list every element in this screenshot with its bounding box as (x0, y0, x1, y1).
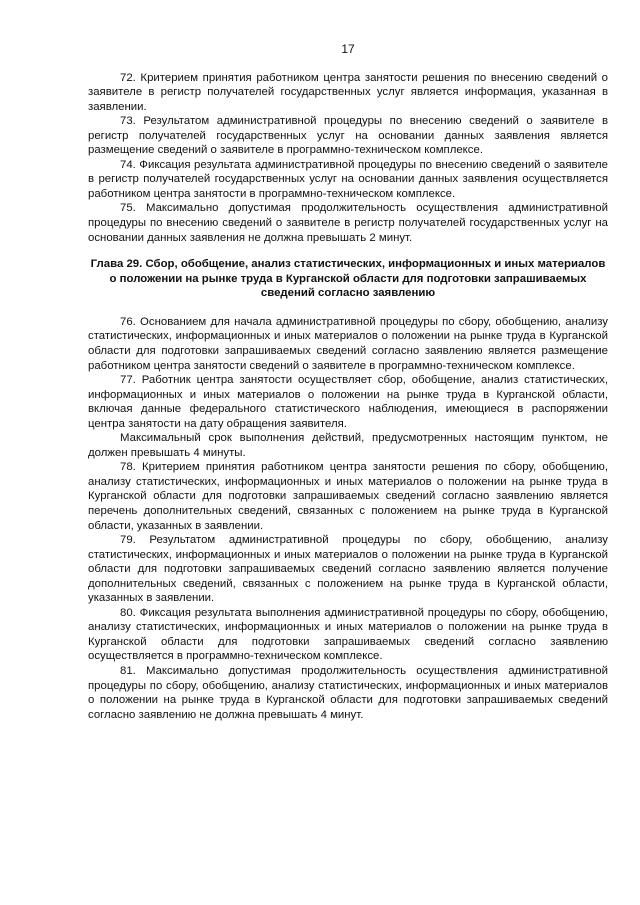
paragraph-75: 75. Максимально допустимая продолжительность осуществления административной процедуры по внесению сведений о заявителе в регистр получателей государственных услуг на основании данных заявления не должна превышать 2 минут. (88, 202, 608, 244)
paragraph-73: 73. Результатом административной процедуры по внесению сведений о заявителе в регистр получателей государственных услуг на основании данных заявления является размещение сведений о заявителе в программно-техническом комплексе. (88, 115, 608, 157)
paragraph-76: 76. Основанием для начала административной процедуры по сбору, обобщению, анализу статистических, информационных и иных материалов о положении на рынке труда в Курганской области для подготовки запрашиваемых сведений согласно заявлению является размещение работником центра занятости сведений о заявителе в программно-техническом комплексе. (88, 315, 608, 372)
chapter-heading: Глава 29. Сбор, обобщение, анализ статистических, информационных и иных материалов о положении на рынке труда в Курганской области для подготовки запрашиваемых сведений согласно заявлению (90, 258, 606, 300)
paragraph-79: 79. Результатом административной процедуры по сбору, обобщению, анализу статистических, информационных и иных материалов о положении на рынке труда в Курганской области для подготовки запрашиваемых сведений согласно заявлению является получение дополнительных сведений, связанных с положением на рынке труда в Курганской области, указанных в заявлении. (88, 534, 608, 605)
paragraph-80: 80. Фиксация результата выполнения административной процедуры по сбору, обобщению, анализу статистических, информационных и иных материалов о положении на рынке труда в Курганской области для подготовки запрашиваемых сведений согласно заявлению осуществляется в программно-техническом комплексе. (88, 606, 608, 663)
paragraph-77: 77. Работник центра занятости осуществляет сбор, обобщение, анализ статистических, информационных и иных материалов о положении на рынке труда в Курганской области, включая данные федерального статистического наблюдения, имеющиеся в распоряжении центра занятости на дату обращения заявителя. (88, 374, 608, 430)
paragraph-78: 78. Критерием принятия работником центра занятости решения по сбору, обобщению, анализу статистических, информационных и иных материалов о положении на рынке труда в Курганской области для подготовки запрашиваемых сведений согласно заявлению является перечень дополнительных сведений, связанных с положением на рынке труда в Курганской области, указанных в заявлении. (88, 461, 608, 532)
paragraph-81: 81. Максимально допустимая продолжительность осуществления административной процедуры по сбору, обобщению, анализу статистических, информационных и иных материалов о положении на рынке труда в Курганской области для подготовки запрашиваемых сведений согласно заявлению не должна превышать 4 минут. (88, 665, 608, 721)
page-number: 17 (341, 42, 355, 56)
paragraph-72: 72. Критерием принятия работником центра занятости решения по внесению сведений о заявителе в регистр получателей государственных услуг является информация, указанная в заявлении. (88, 71, 608, 113)
paragraph-77-term: Максимальный срок выполнения действий, предусмотренных настоящим пунктом, не должен превышать 4 минуты. (88, 432, 608, 459)
paragraph-74: 74. Фиксация результата административной процедуры по внесению сведений о заявителе в регистр получателей государственных услуг на основании данных заявления осуществляется работником центра занятости в программно-техническом комплексе. (88, 158, 608, 200)
